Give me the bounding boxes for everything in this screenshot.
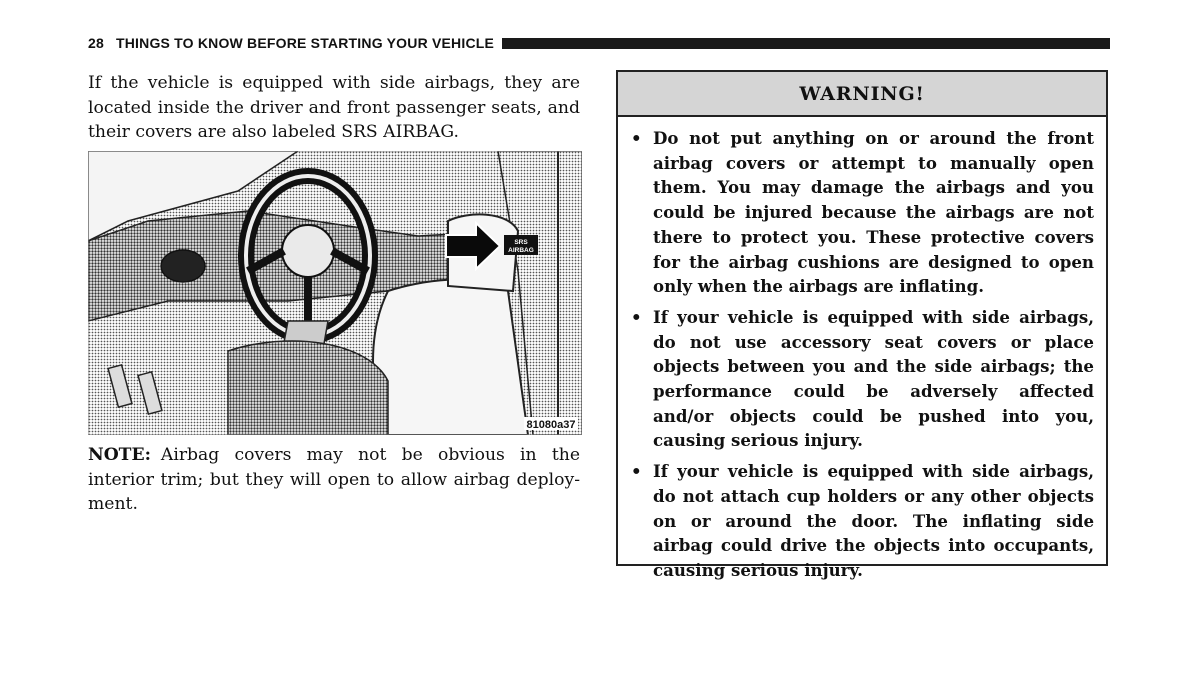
section-title: THINGS TO KNOW BEFORE STARTING YOUR VEHICLE xyxy=(115,35,495,51)
figure-code: 81080a37 xyxy=(526,419,576,431)
warning-list xyxy=(618,117,1106,583)
srs-label-line2: AIRBAG xyxy=(508,247,534,254)
air-vent xyxy=(161,250,205,282)
airbag-hub xyxy=(282,225,334,277)
page-header xyxy=(88,34,1110,52)
note-text: Airbag covers may not be obvious in the interior trim; but they will open to allow airbag deployment. xyxy=(88,445,580,514)
warning-item: • Do not put anything on or around the front airbag covers or attempt to manually open them. You may damage the airbags and you could be injured because the airbags are not there to protect you. These protective covers for the airbag cushions are designed to open only when the airbags are inflating. xyxy=(631,128,1094,297)
note-label: NOTE: xyxy=(88,445,151,465)
airbag-illustration xyxy=(88,151,582,435)
bullet-icon: • xyxy=(631,306,642,327)
warning-title: WARNING! xyxy=(618,72,1106,117)
page-number: 28 xyxy=(88,35,104,51)
bullet-icon: • xyxy=(631,128,642,148)
warning-item: • If your vehicle is equipped with side airbags, do not attach cup holders or any other objects on or around the door. The inflating side airbag could drive the objects into occupants, causing serious injury. xyxy=(631,461,1094,580)
warning-box xyxy=(616,70,1108,580)
header-rule xyxy=(502,38,1110,49)
intro-paragraph: If the vehicle is equipped with side airbags, they are located inside the driver and front passenger seats, and their covers are also labeled SRS AIRBAG. xyxy=(88,73,580,142)
bullet-icon: • xyxy=(631,461,642,482)
note-paragraph xyxy=(88,443,580,517)
driver-seat xyxy=(373,279,528,435)
intro-column xyxy=(88,71,580,145)
srs-label-line1: SRS xyxy=(514,239,528,246)
warning-item: • If your vehicle is equipped with side airbags, do not use accessory seat covers or place objects between you and the side airbags; the performance could be adversely affected and/or objects could be pushed into you, causing serious injury. xyxy=(631,306,1094,451)
